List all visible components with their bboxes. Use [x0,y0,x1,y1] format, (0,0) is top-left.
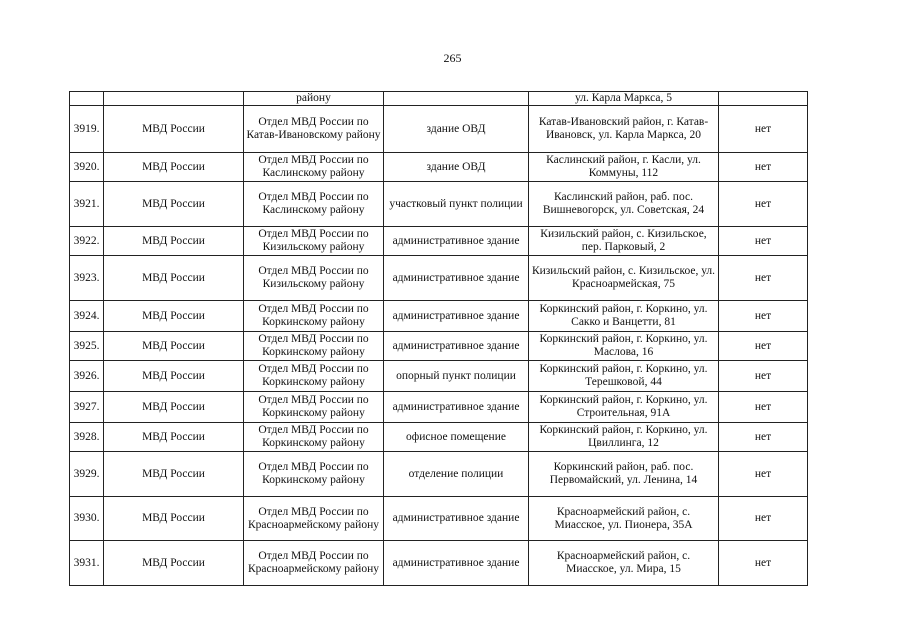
table-row [70,541,808,586]
cell-object-type: отделение полиции [384,452,529,497]
cell-department: Отдел МВД России по Каслинскому району [244,182,384,227]
cell-number: 3930. [70,497,104,541]
cell-organization: МВД России [104,256,244,301]
cell-organization: МВД России [104,153,244,182]
cell-organization: МВД России [104,497,244,541]
registry-table-body [70,92,808,586]
cell-organization: МВД России [104,392,244,423]
table-row-continuation [70,92,808,106]
cell-number: 3923. [70,256,104,301]
cell-object-type [384,92,529,106]
table-row [70,182,808,227]
cell-object-type: административное здание [384,392,529,423]
registry-table [69,91,808,586]
cell-department: Отдел МВД России по Красноармейскому району [244,541,384,586]
cell-department: Отдел МВД России по Кизильскому району [244,256,384,301]
cell-number: 3931. [70,541,104,586]
cell-organization: МВД России [104,301,244,332]
cell-number: 3921. [70,182,104,227]
cell-organization: МВД России [104,423,244,452]
cell-department: Отдел МВД России по Катав-Ивановскому району [244,106,384,153]
cell-organization: МВД России [104,361,244,392]
cell-status: нет [719,106,808,153]
cell-department: Отдел МВД России по Коркинскому району [244,332,384,361]
cell-number: 3919. [70,106,104,153]
cell-status: нет [719,497,808,541]
cell-object-type: офисное помещение [384,423,529,452]
table-row [70,392,808,423]
cell-address: Коркинский район, г. Коркино, ул. Сакко и Ванцетти, 81 [529,301,719,332]
cell-number: 3926. [70,361,104,392]
cell-number: 3924. [70,301,104,332]
cell-department: Отдел МВД России по Красноармейскому району [244,497,384,541]
cell-department: Отдел МВД России по Коркинскому району [244,452,384,497]
cell-organization: МВД России [104,452,244,497]
cell-object-type: опорный пункт полиции [384,361,529,392]
cell-number: 3920. [70,153,104,182]
cell-address: Красноармейский район, с. Миасское, ул. Мира, 15 [529,541,719,586]
cell-status: нет [719,452,808,497]
cell-object-type: административное здание [384,497,529,541]
cell-status: нет [719,153,808,182]
cell-number [70,92,104,106]
cell-status [719,92,808,106]
cell-object-type: административное здание [384,332,529,361]
table-row [70,106,808,153]
cell-number: 3925. [70,332,104,361]
cell-address: Кизильский район, с. Кизильское, ул. Красноармейская, 75 [529,256,719,301]
table-row [70,423,808,452]
cell-address: Каслинский район, раб. пос. Вишневогорск, ул. Советская, 24 [529,182,719,227]
table-row [70,301,808,332]
cell-object-type: административное здание [384,256,529,301]
cell-status: нет [719,227,808,256]
cell-status: нет [719,182,808,227]
cell-status: нет [719,423,808,452]
cell-address: Катав-Ивановский район, г. Катав-Ивановск, ул. Карла Маркса, 20 [529,106,719,153]
cell-department: Отдел МВД России по Кизильскому району [244,227,384,256]
cell-object-type: здание ОВД [384,153,529,182]
table-row [70,256,808,301]
cell-department: Отдел МВД России по Коркинскому району [244,361,384,392]
cell-status: нет [719,332,808,361]
cell-address: Коркинский район, раб. пос. Первомайский, ул. Ленина, 14 [529,452,719,497]
cell-object-type: здание ОВД [384,106,529,153]
table-row [70,452,808,497]
cell-organization: МВД России [104,227,244,256]
cell-address: Кизильский район, с. Кизильское, пер. Парковый, 2 [529,227,719,256]
cell-department: Отдел МВД России по Коркинскому району [244,392,384,423]
table-row [70,332,808,361]
cell-status: нет [719,392,808,423]
cell-organization [104,92,244,106]
cell-address: Коркинский район, г. Коркино, ул. Строительная, 91А [529,392,719,423]
cell-status: нет [719,256,808,301]
cell-organization: МВД России [104,182,244,227]
cell-status: нет [719,301,808,332]
page-number: 265 [443,51,462,65]
cell-address: Каслинский район, г. Касли, ул. Коммуны, 112 [529,153,719,182]
table-row [70,227,808,256]
cell-object-type: административное здание [384,541,529,586]
cell-organization: МВД России [104,541,244,586]
table-row [70,361,808,392]
cell-address: Коркинский район, г. Коркино, ул. Маслова, 16 [529,332,719,361]
cell-number: 3928. [70,423,104,452]
cell-object-type: административное здание [384,301,529,332]
table-row [70,153,808,182]
cell-address: ул. Карла Маркса, 5 [529,92,719,106]
cell-number: 3929. [70,452,104,497]
cell-address: Коркинский район, г. Коркино, ул. Терешковой, 44 [529,361,719,392]
table-row [70,497,808,541]
cell-number: 3927. [70,392,104,423]
cell-department: Отдел МВД России по Коркинскому району [244,423,384,452]
cell-organization: МВД России [104,106,244,153]
cell-object-type: участковый пункт полиции [384,182,529,227]
cell-status: нет [719,361,808,392]
cell-department: району [244,92,384,106]
cell-address: Красноармейский район, с. Миасское, ул. Пионера, 35А [529,497,719,541]
cell-organization: МВД России [104,332,244,361]
cell-status: нет [719,541,808,586]
cell-department: Отдел МВД России по Каслинскому району [244,153,384,182]
cell-department: Отдел МВД России по Коркинскому району [244,301,384,332]
cell-address: Коркинский район, г. Коркино, ул. Цвиллинга, 12 [529,423,719,452]
cell-number: 3922. [70,227,104,256]
cell-object-type: административное здание [384,227,529,256]
